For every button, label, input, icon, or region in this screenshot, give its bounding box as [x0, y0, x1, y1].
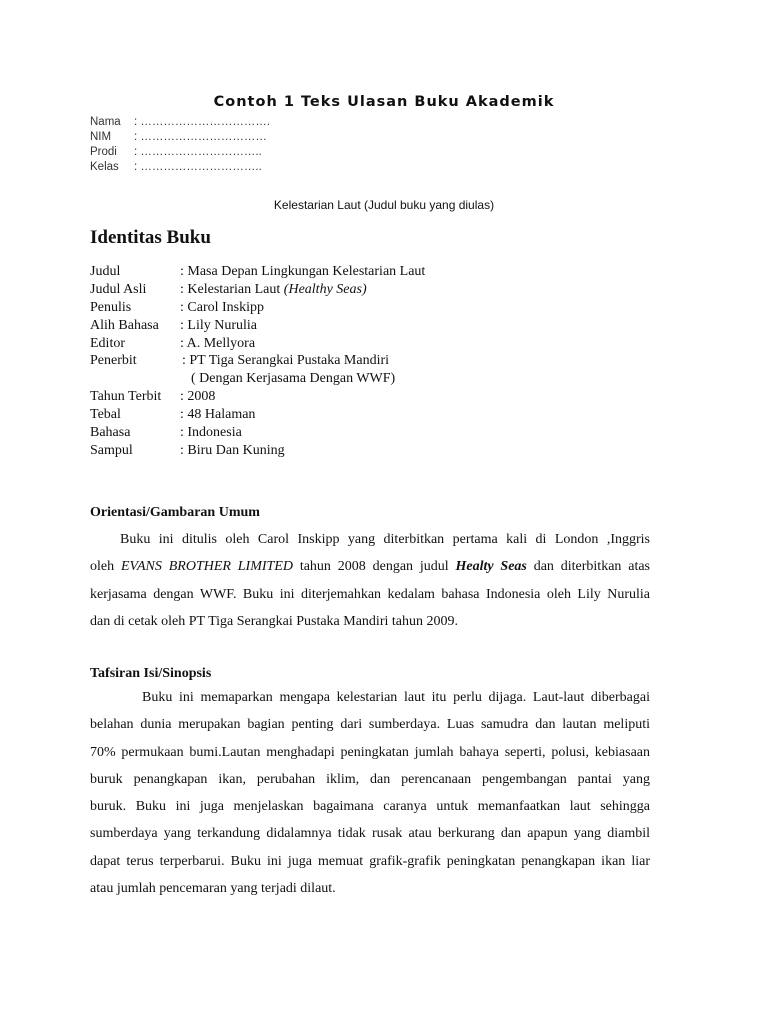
line-text: Buku ini ditulis oleh Carol Inskipp yang diterbitkan pertama kali di London ,Inggris — [120, 532, 650, 547]
identity-value: : PT Tiga Serangkai Pustaka Mandiri — [182, 353, 390, 369]
student-field-kelas — [90, 160, 270, 175]
orientation-paragraph — [90, 526, 650, 635]
field-value: : …………………………… — [134, 131, 267, 143]
identity-row-penerbit-note — [90, 370, 425, 388]
identity-row-alih-bahasa — [90, 317, 425, 335]
field-value: : ……………………………. — [134, 116, 271, 128]
field-value: : ………………………….. — [134, 146, 262, 158]
line-text: Buku ini memaparkan mengapa kelestarian laut itu perlu dijaga. Laut-laut diberbagai — [142, 690, 650, 705]
paragraph-line: buruk penangkapan ikan, perubahan iklim, dan perencanaan pengembangan pantai yang — [90, 771, 650, 787]
publisher-italic: EVANS BROTHER LIMITED — [120, 559, 293, 575]
identity-label: Penulis — [90, 299, 132, 315]
identity-label: Bahasa — [90, 425, 131, 441]
identity-label: Penerbit — [90, 353, 137, 369]
paragraph-line — [90, 553, 650, 580]
paragraph-line: kerjasama dengan WWF. Buku ini diterjemahkan kedalam bahasa Indonesia oleh Lily Nurulia — [90, 586, 650, 602]
identity-value: : Biru Dan Kuning — [180, 442, 285, 458]
identity-value-continuation: ( Dengan Kerjasama Dengan WWF) — [191, 371, 396, 387]
identity-value: : A. Mellyora — [180, 335, 256, 351]
identity-label: Tahun Terbit — [90, 389, 162, 405]
student-field-prodi — [90, 145, 270, 160]
identity-row-sampul — [90, 442, 425, 460]
document-title: Contoh 1 Teks Ulasan Buku Akademik — [213, 94, 555, 110]
paragraph-line: atau jumlah pencemaran yang terjadi dilaut. — [90, 881, 336, 897]
paragraph-line: dapat terus terperbarui. Buku ini juga memuat grafik-grafik peningkatan penangkapan ikan liar — [90, 853, 650, 869]
line-text: oleh — [90, 559, 121, 575]
field-label: Prodi — [90, 146, 117, 158]
field-label: NIM — [90, 131, 112, 143]
orientation-heading: Orientasi/Gambaran Umum — [90, 505, 260, 520]
book-identity-table — [90, 263, 425, 460]
line-text: tahun 2008 dengan judul — [293, 559, 456, 575]
reviewed-book-heading: Kelestarian Laut (Judul buku yang diulas) — [273, 198, 495, 212]
identity-row-penulis — [90, 299, 425, 317]
field-label: Nama — [90, 116, 121, 128]
identity-value-text: : Kelestarian Laut — [180, 281, 284, 297]
identity-value: : 48 Halaman — [180, 407, 256, 423]
paragraph-line: belahan dunia merupakan bagian penting dari sumberdaya. Luas samudra dan lautan meliputi — [90, 717, 650, 733]
identity-row-editor — [90, 335, 425, 353]
student-field-nama — [90, 115, 270, 130]
identity-label: Judul Asli — [90, 281, 147, 297]
identity-label: Tebal — [90, 407, 121, 423]
paragraph-line: dan di cetak oleh PT Tiga Serangkai Pustaka Mandiri tahun 2009. — [90, 613, 458, 629]
field-value: : ………………………….. — [134, 161, 262, 173]
identity-row-tahun-terbit — [90, 388, 425, 406]
identity-value: : Indonesia — [180, 425, 242, 441]
identity-value: : 2008 — [180, 389, 216, 405]
student-field-nim — [90, 130, 270, 145]
line-text: dan diterbitkan atas — [526, 559, 651, 575]
paragraph-line: sumberdaya yang terkandung didalamnya tidak rusak atau berkurang dan apapun yang diambil — [90, 826, 650, 842]
identity-heading: Identitas Buku — [90, 227, 211, 248]
identity-label: Sampul — [90, 442, 133, 458]
identity-value: : Masa Depan Lingkungan Kelestarian Laut — [180, 264, 426, 279]
identity-row-penerbit — [90, 352, 425, 370]
identity-label: Editor — [90, 335, 125, 351]
synopsis-paragraph — [90, 684, 650, 902]
identity-row-tebal — [90, 406, 425, 424]
identity-row-judul — [90, 263, 425, 281]
identity-value: : Lily Nurulia — [180, 317, 257, 333]
student-info-block — [90, 115, 270, 175]
identity-row-bahasa — [90, 424, 425, 442]
identity-value-italic: (Healthy Seas) — [283, 281, 367, 297]
identity-label: Judul — [90, 264, 121, 279]
identity-value: : Carol Inskipp — [180, 299, 264, 315]
identity-label: Alih Bahasa — [90, 317, 159, 333]
synopsis-heading: Tafsiran Isi/Sinopsis — [90, 666, 212, 681]
book-title-bold-italic: Healty Seas — [455, 559, 527, 575]
paragraph-line: 70% permukaan bumi.Lautan menghadapi peningkatan jumlah bahaya seperti, polusi, kebiasaan — [90, 744, 650, 760]
identity-row-judul-asli — [90, 281, 425, 299]
paragraph-line: buruk. Buku ini juga menjelaskan bagaimana caranya untuk memanfaatkan laut sehingga — [90, 799, 650, 815]
paragraph-line — [90, 526, 650, 553]
field-label: Kelas — [90, 161, 119, 173]
identity-value — [180, 281, 367, 299]
paragraph-line — [90, 684, 650, 711]
